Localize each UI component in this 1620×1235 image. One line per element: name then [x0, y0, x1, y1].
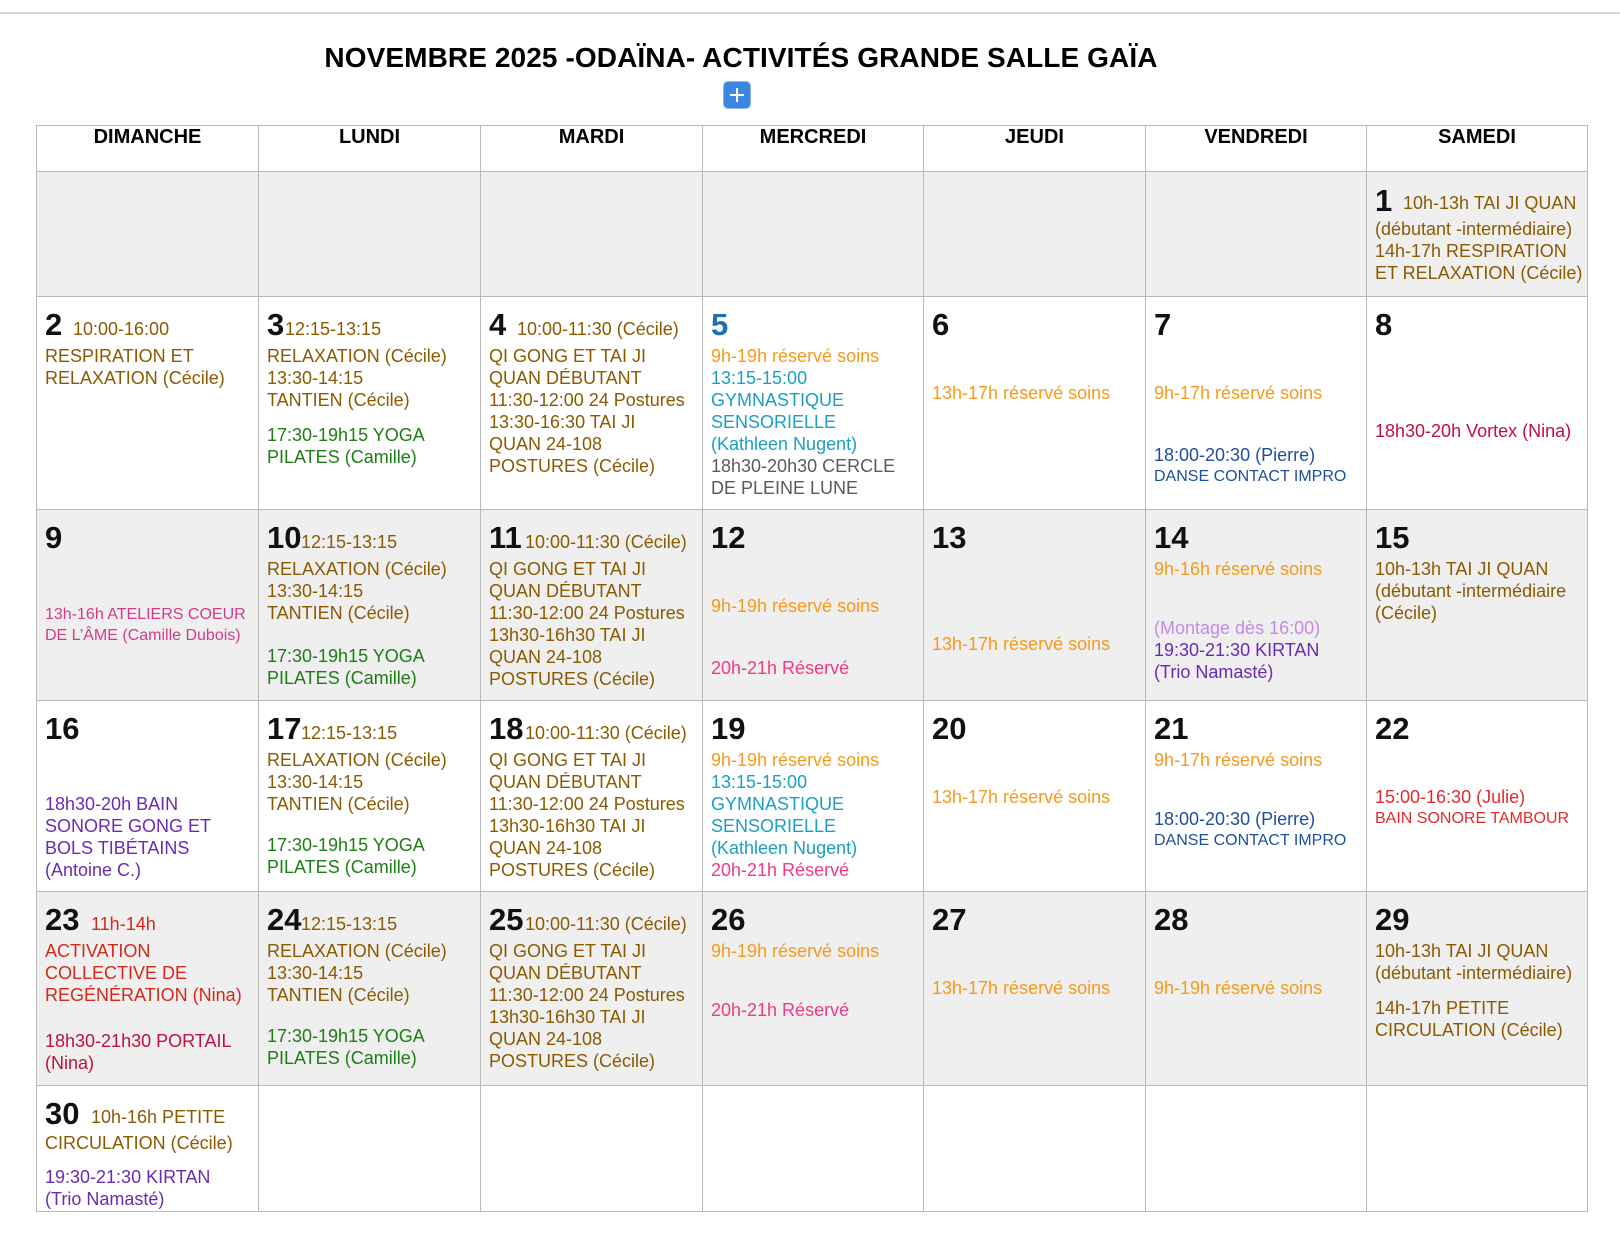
day-number: 22	[1375, 711, 1410, 746]
day-number: 19	[711, 711, 746, 746]
event-text: 13h30-16h30 TAI JI	[489, 625, 646, 645]
event-text: QI GONG ET TAI JI	[489, 346, 647, 366]
day-cell-11[interactable]	[481, 510, 703, 701]
event-text: 18h30-21h30 PORTAIL	[45, 1031, 232, 1051]
event-text: 13h30-16h30 TAI JI	[489, 816, 646, 836]
event-text: 10:00-11:30 (Cécile)	[525, 723, 687, 743]
event-text: (Kathleen Nugent)	[711, 434, 858, 454]
event-text: 9h-16h réservé soins	[1154, 559, 1323, 579]
empty-day-cell	[703, 172, 924, 297]
event-text: DE L’ÂME (Camille Dubois)	[45, 627, 241, 644]
day-number: 7	[1154, 307, 1172, 342]
event-text: 13h-17h réservé soins	[932, 383, 1111, 403]
event-text: TANTIEN (Cécile)	[267, 390, 410, 410]
add-button[interactable]	[724, 82, 750, 108]
event-text: 10h-13h TAI JI QUAN	[1403, 193, 1577, 213]
weekday-thursday: JEUDI	[924, 126, 1146, 172]
day-cell-4[interactable]	[481, 297, 703, 510]
event-text: DANSE CONTACT IMPRO	[1154, 468, 1347, 485]
event-text: 13:30-16:30 TAI JI	[489, 412, 636, 432]
event-text: 17:30-19h15 YOGA	[267, 425, 425, 445]
event-text: 9h-19h réservé soins	[711, 750, 880, 770]
event-text: RELAXATION (Cécile)	[267, 750, 447, 770]
event-text: TANTIEN (Cécile)	[267, 603, 410, 623]
week-row-4	[37, 701, 1588, 892]
event-text: RELAXATION (Cécile)	[267, 941, 447, 961]
empty-day-cell	[259, 172, 481, 297]
day-number: 29	[1375, 902, 1410, 937]
event-text: 10:00-11:30 (Cécile)	[525, 532, 687, 552]
event-text: 18:00-20:30 (Pierre)	[1154, 809, 1316, 829]
event-text: PILATES (Camille)	[267, 447, 417, 467]
event-text: 18h30-20h BAIN	[45, 794, 179, 814]
week-row-2	[37, 297, 1588, 510]
event-text: QUAN 24-108	[489, 647, 603, 667]
event-text: CIRCULATION (Cécile)	[1375, 1020, 1563, 1040]
top-divider	[0, 12, 1620, 14]
event-text: (Montage dès 16:00)	[1154, 618, 1321, 638]
event-text: 13:15-15:00	[711, 368, 808, 388]
event-text: 11:30-12:00 24 Postures	[489, 603, 685, 623]
weekday-sunday: DIMANCHE	[37, 126, 259, 172]
plus-icon	[729, 87, 745, 103]
day-number: 26	[711, 902, 746, 937]
day-cell-28[interactable]	[1146, 892, 1367, 1086]
day-cell-9[interactable]	[37, 510, 259, 701]
event-text: 18:00-20:30 (Pierre)	[1154, 445, 1316, 465]
weekday-tuesday: MARDI	[481, 126, 703, 172]
event-text: PILATES (Camille)	[267, 1048, 417, 1068]
empty-day-cell	[259, 1086, 481, 1212]
event-text: QUAN 24-108	[489, 838, 603, 858]
event-text: 11:30-12:00 24 Postures	[489, 390, 685, 410]
event-text: (Antoine C.)	[45, 860, 142, 880]
day-number: 11	[489, 520, 522, 555]
day-cell-21[interactable]	[1146, 701, 1367, 892]
page-title: NOVEMBRE 2025 -ODAÏNA- ACTIVITÉS GRANDE SALLE GAÏA	[324, 42, 1158, 73]
event-text: COLLECTIVE DE	[45, 963, 188, 983]
day-cell-26[interactable]	[703, 892, 924, 1086]
event-text: QI GONG ET TAI JI	[489, 559, 647, 579]
day-cell-14[interactable]	[1146, 510, 1367, 701]
event-text: 12:15-13:15	[301, 723, 398, 743]
day-cell-17[interactable]	[259, 701, 481, 892]
week-row-3	[37, 510, 1588, 701]
day-number: 8	[1375, 307, 1393, 342]
event-text: 9h-19h réservé soins	[1154, 978, 1323, 998]
weekday-saturday: SAMEDI	[1367, 126, 1588, 172]
event-text: TANTIEN (Cécile)	[267, 985, 410, 1005]
event-text: QUAN DÉBUTANT	[489, 772, 642, 792]
day-cell-16[interactable]	[37, 701, 259, 892]
day-number: 4	[489, 307, 507, 342]
event-text: RELAXATION (Cécile)	[267, 559, 447, 579]
day-cell-25[interactable]	[481, 892, 703, 1086]
day-cell-23[interactable]	[37, 892, 259, 1086]
day-number: 1	[1375, 183, 1393, 218]
weekday-friday: VENDREDI	[1146, 126, 1367, 172]
event-text: 13:30-14:15	[267, 368, 364, 388]
day-number: 16	[45, 711, 80, 746]
event-text: 9h-19h réservé soins	[711, 346, 880, 366]
event-text: BOLS TIBÉTAINS	[45, 838, 190, 858]
day-number: 3	[267, 307, 285, 342]
event-text: 12:15-13:15	[285, 319, 382, 339]
day-cell-1[interactable]	[1367, 172, 1588, 297]
calendar-grid	[36, 125, 1588, 1212]
event-text: DANSE CONTACT IMPRO	[1154, 832, 1347, 849]
event-text: GYMNASTIQUE	[711, 390, 845, 410]
event-text: PILATES (Camille)	[267, 857, 417, 877]
day-number: 13	[932, 520, 967, 555]
event-text: ACTIVATION	[45, 941, 151, 961]
day-number: 14	[1154, 520, 1189, 555]
event-text: 14h-17h PETITE	[1375, 998, 1510, 1018]
day-cell-19[interactable]	[703, 701, 924, 892]
day-number: 2	[45, 307, 63, 342]
empty-day-cell	[924, 1086, 1146, 1212]
event-text: 11:30-12:00 24 Postures	[489, 794, 685, 814]
day-number: 28	[1154, 902, 1189, 937]
event-text: 14h-17h RESPIRATION	[1375, 241, 1567, 261]
empty-day-cell	[481, 1086, 703, 1212]
event-text: 9h-17h réservé soins	[1154, 383, 1323, 403]
event-text: 11h-14h	[91, 914, 156, 934]
event-text: (débutant -intermédiaire	[1375, 581, 1567, 601]
weekday-header-row	[37, 126, 1588, 172]
day-cell-18[interactable]	[481, 701, 703, 892]
day-cell-27[interactable]	[924, 892, 1146, 1086]
event-text: QUAN DÉBUTANT	[489, 963, 642, 983]
event-text: SENSORIELLE	[711, 412, 837, 432]
day-number: 18	[489, 711, 524, 746]
event-text: 17:30-19h15 YOGA	[267, 1026, 425, 1046]
event-text: 13:30-14:15	[267, 963, 364, 983]
day-cell-22[interactable]	[1367, 701, 1588, 892]
day-cell-30[interactable]	[37, 1086, 259, 1212]
day-number: 23	[45, 902, 80, 937]
event-text: 13h-17h réservé soins	[932, 978, 1111, 998]
event-text: (Nina)	[45, 1053, 95, 1073]
day-cell-7[interactable]	[1146, 297, 1367, 510]
day-cell-10[interactable]	[259, 510, 481, 701]
day-cell-24[interactable]	[259, 892, 481, 1086]
event-text: (Kathleen Nugent)	[711, 838, 858, 858]
event-text: 20h-21h Réservé	[711, 658, 850, 678]
event-text: 10h-13h TAI JI QUAN	[1375, 559, 1549, 579]
event-text: (Trio Namasté)	[45, 1189, 165, 1209]
event-text: QUAN 24-108	[489, 434, 603, 454]
day-number: 5	[711, 307, 729, 342]
day-number: 17	[267, 711, 302, 746]
event-text: 12:15-13:15	[301, 532, 398, 552]
week-row-5	[37, 892, 1588, 1086]
event-text: 10:00-11:30 (Cécile)	[525, 914, 687, 934]
empty-day-cell	[37, 172, 259, 297]
day-cell-3[interactable]	[259, 297, 481, 510]
empty-day-cell	[481, 172, 703, 297]
event-text: 20h-21h Réservé	[711, 860, 850, 880]
event-text: 13:30-14:15	[267, 581, 364, 601]
week-row-1	[37, 172, 1588, 297]
event-text: QUAN DÉBUTANT	[489, 581, 642, 601]
event-text: 10:00-11:30 (Cécile)	[517, 319, 679, 339]
event-text: 20h-21h Réservé	[711, 1000, 850, 1020]
event-text: (Cécile)	[1375, 603, 1438, 623]
day-cell-2[interactable]	[37, 297, 259, 510]
event-text: 9h-19h réservé soins	[711, 596, 880, 616]
day-number: 9	[45, 520, 63, 555]
day-number: 15	[1375, 520, 1410, 555]
day-cell-5[interactable]	[703, 297, 924, 510]
event-text: 10h-16h PETITE	[91, 1107, 226, 1127]
day-cell-6[interactable]	[924, 297, 1146, 510]
event-text: 13:30-14:15	[267, 772, 364, 792]
event-text: POSTURES (Cécile)	[489, 669, 656, 689]
event-text: CIRCULATION (Cécile)	[45, 1133, 233, 1153]
event-text: 13:15-15:00	[711, 772, 808, 792]
day-number: 24	[267, 902, 302, 937]
day-cell-15[interactable]	[1367, 510, 1588, 701]
event-text: QUAN DÉBUTANT	[489, 368, 642, 388]
event-text: 10:00-16:00	[73, 319, 170, 339]
empty-day-cell	[1146, 172, 1367, 297]
event-text: 13h-17h réservé soins	[932, 634, 1111, 654]
event-text: 9h-17h réservé soins	[1154, 750, 1323, 770]
day-number: 6	[932, 307, 950, 342]
day-number: 10	[267, 520, 302, 555]
day-cell-12[interactable]	[703, 510, 924, 701]
day-number: 27	[932, 902, 967, 937]
day-number: 12	[711, 520, 746, 555]
event-text: TANTIEN (Cécile)	[267, 794, 410, 814]
empty-day-cell	[924, 172, 1146, 297]
event-text: 17:30-19h15 YOGA	[267, 835, 425, 855]
event-text: POSTURES (Cécile)	[489, 860, 656, 880]
event-text: 13h30-16h30 TAI JI	[489, 1007, 646, 1027]
day-number: 20	[932, 711, 967, 746]
event-text: 17:30-19h15 YOGA	[267, 646, 425, 666]
empty-day-cell	[1146, 1086, 1367, 1212]
event-text: 15:00-16:30 (Julie)	[1375, 787, 1526, 807]
event-text: 19:30-21:30 KIRTAN	[1154, 640, 1320, 660]
day-cell-20[interactable]	[924, 701, 1146, 892]
event-text: SONORE GONG ET	[45, 816, 212, 836]
event-text: 10h-13h TAI JI QUAN	[1375, 941, 1549, 961]
week-row-6	[37, 1086, 1588, 1212]
event-text: REGÉNÉRATION (Nina)	[45, 985, 242, 1005]
weekday-wednesday: MERCREDI	[703, 126, 924, 172]
empty-day-cell	[1367, 1086, 1588, 1212]
event-text: GYMNASTIQUE	[711, 794, 845, 814]
event-text: 13h-17h réservé soins	[932, 787, 1111, 807]
day-number: 30	[45, 1096, 80, 1131]
event-text: 18h30-20h Vortex (Nina)	[1375, 421, 1572, 441]
event-text: POSTURES (Cécile)	[489, 1051, 656, 1071]
event-text: SENSORIELLE	[711, 816, 837, 836]
empty-day-cell	[703, 1086, 924, 1212]
event-text: 11:30-12:00 24 Postures	[489, 985, 685, 1005]
event-text: RELAXATION (Cécile)	[45, 368, 225, 388]
event-text: ET RELAXATION (Cécile)	[1375, 263, 1583, 283]
event-text: 19:30-21:30 KIRTAN	[45, 1167, 211, 1187]
event-text: RESPIRATION ET	[45, 346, 194, 366]
day-cell-8[interactable]	[1367, 297, 1588, 510]
event-text: QUAN 24-108	[489, 1029, 603, 1049]
weekday-monday: LUNDI	[259, 126, 481, 172]
day-number: 25	[489, 902, 524, 937]
event-text: BAIN SONORE TAMBOUR	[1375, 810, 1570, 827]
day-number: 21	[1154, 711, 1189, 746]
event-text: 12:15-13:15	[301, 914, 398, 934]
event-text: RELAXATION (Cécile)	[267, 346, 447, 366]
event-text: POSTURES (Cécile)	[489, 456, 656, 476]
event-text: QI GONG ET TAI JI	[489, 941, 647, 961]
event-text: PILATES (Camille)	[267, 668, 417, 688]
event-text: 13h-16h ATELIERS COEUR	[45, 606, 246, 623]
day-cell-13[interactable]	[924, 510, 1146, 701]
event-text: (débutant -intermédiaire)	[1375, 963, 1573, 983]
event-text: (Trio Namasté)	[1154, 662, 1274, 682]
event-text: QI GONG ET TAI JI	[489, 750, 647, 770]
event-text: 9h-19h réservé soins	[711, 941, 880, 961]
event-text: (débutant -intermédiaire)	[1375, 219, 1573, 239]
day-cell-29[interactable]	[1367, 892, 1588, 1086]
event-text: 18h30-20h30 CERCLE	[711, 456, 896, 476]
event-text: DE PLEINE LUNE	[711, 478, 859, 498]
